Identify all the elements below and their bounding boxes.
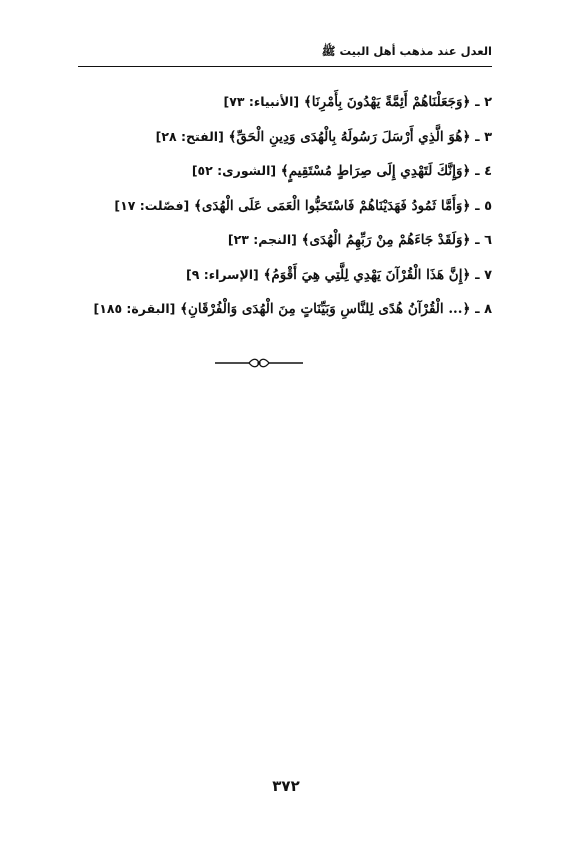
verse-number: ٤ ـ — [475, 164, 492, 179]
header-title: العدل عند مذهب أهل البيت ﷺ — [321, 44, 492, 58]
verse-reference: [الشورى: ٥٢] — [191, 163, 277, 178]
verse-number: ٦ ـ — [475, 233, 492, 248]
verse-item — [72, 159, 492, 194]
verse-number: ٨ ـ — [475, 302, 492, 317]
verse-item — [72, 263, 492, 298]
verse-number: ٧ ـ — [475, 267, 492, 283]
verse-number: ٢ ـ — [475, 95, 492, 110]
verse-reference: [النجم: ٢٣] — [227, 232, 297, 247]
page-number: ٣٧٢ — [272, 777, 300, 795]
verse-text: ﴿وَلَقَدْ جَاءَهُمْ مِنْ رَبِّهِمُ الْهُدَى﴾ — [301, 232, 471, 248]
verse-item — [72, 297, 492, 332]
verse-text: ﴿... الْقُرْآنُ هُدًى لِلنَّاسِ وَبَيِّنَاتٍ مِنَ الْهُدَى وَالْفُرْقَانِ﴾ — [180, 301, 471, 317]
verse-text: ﴿هُوَ الَّذِي أَرْسَلَ رَسُولَهُ بِالْهُدَى وَدِينِ الْحَقِّ﴾ — [228, 128, 471, 145]
verse-number: ٣ ـ — [475, 129, 492, 145]
ornament-divider — [213, 356, 305, 370]
verse-list — [72, 90, 492, 332]
verse-text: ﴿وَجَعَلْنَاهُمْ أَئِمَّةً يَهْدُونَ بِأَمْرِنَا﴾ — [303, 94, 471, 110]
verse-text: ﴿وَأَمَّا ثَمُودُ فَهَدَيْنَاهُمْ فَاسْتَحَبُّوا الْعَمَى عَلَى الْهُدَى﴾ — [193, 197, 471, 214]
verse-reference: [الأنبياء: ٧٣] — [223, 94, 300, 109]
verse-reference: [الإسراء: ٩] — [186, 266, 259, 282]
verse-item — [72, 125, 492, 160]
verse-item — [72, 90, 492, 125]
verse-reference: [البقرة: ١٨٥] — [93, 301, 176, 316]
running-header — [78, 40, 492, 67]
verse-number: ٥ ـ — [475, 198, 492, 214]
verse-reference: [الفتح: ٢٨] — [155, 128, 224, 144]
verse-text: ﴿وَإِنَّكَ لَتَهْدِي إِلَى صِرَاطٍ مُسْتَقِيمٍ﴾ — [280, 163, 471, 179]
verse-text: ﴿إِنَّ هَذَا الْقُرْآنَ يَهْدِي لِلَّتِي هِيَ أَقْوَمُ﴾ — [263, 266, 471, 283]
verse-item — [72, 194, 492, 229]
verse-item — [72, 228, 492, 263]
verse-reference: [فصّلت: ١٧] — [114, 197, 190, 213]
